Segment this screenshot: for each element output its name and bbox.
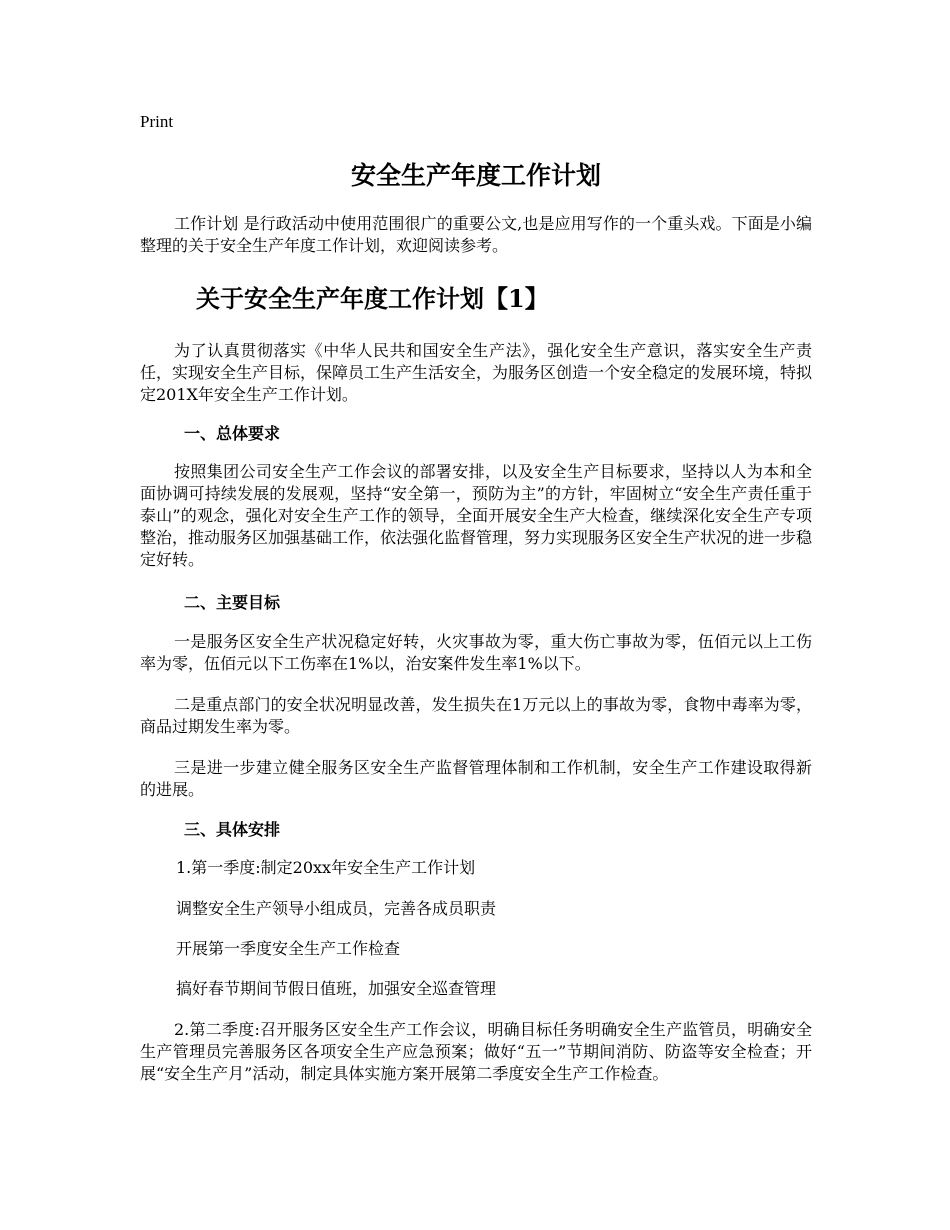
q1-item-1: 调整安全生产领导小组成员，完善各成员职责 <box>176 899 497 918</box>
goal-paragraph-1: 一是服务区安全生产状况稳定好转，火灾事故为零，重大伤亡事故为零，伍佰元以上工伤率为零，伍佰元以下工伤率在1%以，治安案件发生率1%以下。 <box>140 632 812 673</box>
print-link[interactable]: Print <box>140 112 174 131</box>
q2-paragraph: 2.第二季度:召开服务区安全生产工作会议，明确目标任务明确安全生产监管员，明确安全生产管理员完善服务区各项安全生产应急预案；做好“五一”节期间消防、防盗等安全检查；开展“安全生产月”活动，制定具体实施方案开展第二季度安全生产工作检查。 <box>140 1020 812 1083</box>
q1-item-2: 开展第一季度安全生产工作检查 <box>176 939 401 958</box>
goal-paragraph-2: 二是重点部门的安全状况明显改善，发生损失在1万元以上的事故为零，食物中毒率为零，商品过期发生率为零。 <box>140 695 812 736</box>
document-title: 安全生产年度工作计划 <box>350 161 601 190</box>
heading-specific-arrangements: 三、具体安排 <box>184 820 281 839</box>
q1-title: 1.第一季度:制定20xx年安全生产工作计划 <box>176 858 476 877</box>
goal-paragraph-3: 三是进一步建立健全服务区安全生产监督管理体制和工作机制，安全生产工作建设取得新的进展。 <box>140 758 812 799</box>
intro-paragraph: 工作计划 是行政活动中使用范围很广的重要公文,也是应用写作的一个重头戏。下面是小编整理的关于安全生产年度工作计划，欢迎阅读参考。 <box>140 214 812 255</box>
heading-main-goals: 二、主要目标 <box>184 593 281 612</box>
section-intro-paragraph: 为了认真贯彻落实《中华人民共和国安全生产法》，强化安全生产意识，落实安全生产责任，实现安全生产目标，保障员工生产生活安全，为服务区创造一个安全稳定的发展环境，特拟定201X年安全生产工作计划。 <box>140 341 813 404</box>
overall-requirements-paragraph: 按照集团公司安全生产工作会议的部署安排，以及安全生产目标要求，坚持以人为本和全面协调可持续发展的发展观，坚持“安全第一，预防为主”的方针，牢固树立“安全生产责任重于泰山”的观念，强化对安全生产工作的领导，全面开展安全生产大检查，继续深化安全生产专项整治，推动服务区加强基础工作，依法强化监督管理，努力实现服务区安全生产状况的进一步稳定好转。 <box>140 462 813 569</box>
heading-overall-requirements: 一、总体要求 <box>184 424 281 443</box>
q1-item-3: 搞好春节期间节假日值班，加强安全巡查管理 <box>176 979 497 998</box>
section-title: 关于安全生产年度工作计划【1】 <box>196 284 549 313</box>
